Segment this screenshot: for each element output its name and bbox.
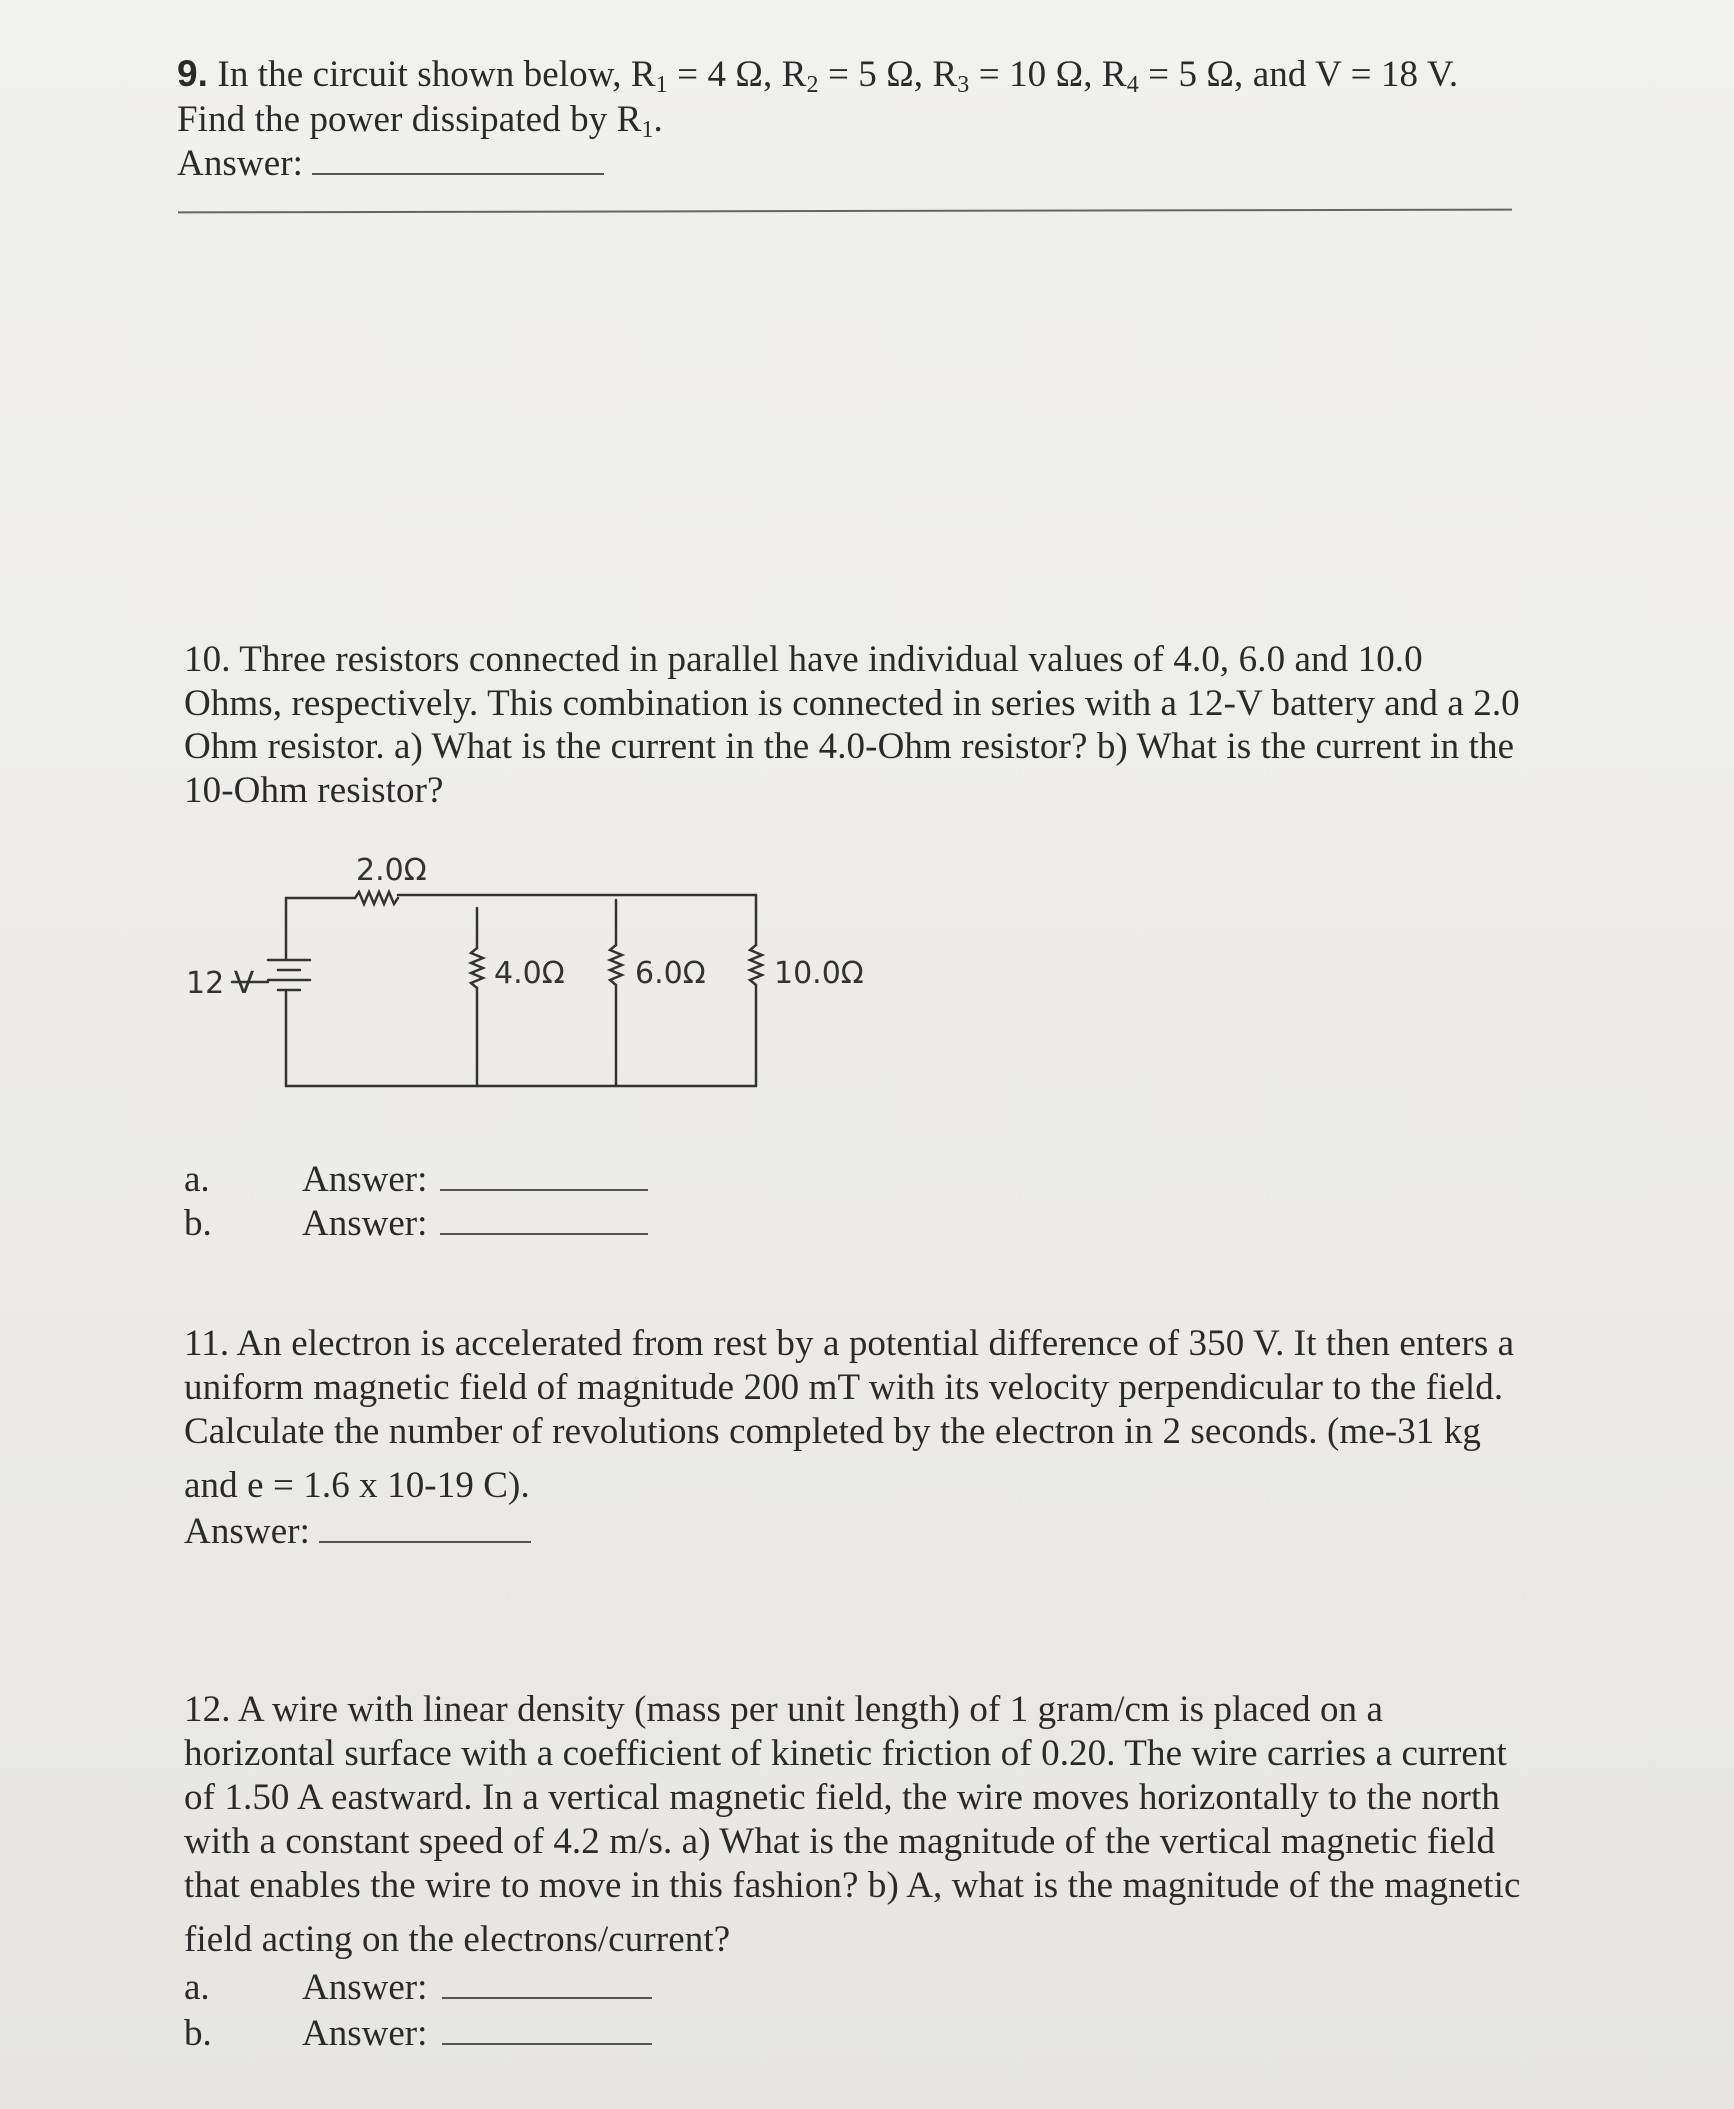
q9-divider [178, 209, 1512, 214]
q9-find-text: Find the power dissipated by R [177, 99, 642, 140]
q10-line-1: 10. Three resistors connected in parallel have individual values of 4.0, 6.0 and 10.0 [184, 639, 1423, 680]
q9-text-a: In the circuit shown below, R [217, 54, 656, 95]
q10-answer-a-blank[interactable] [440, 1159, 648, 1191]
q11-line-3: Calculate the number of revolutions completed by the electron in 2 seconds. (me-31 kg [184, 1411, 1481, 1452]
q9-sub-3: 3 [957, 72, 970, 98]
q10-circuit-diagram [150, 840, 910, 1100]
q11-answer-blank[interactable] [319, 1511, 531, 1543]
series-resistor-label: 2.0Ω [356, 853, 427, 888]
battery-label: 12 V [186, 966, 255, 1001]
q10-answer-b-letter: b. [184, 1203, 212, 1244]
q12-line-4: with a constant speed of 4.2 m/s. a) What is the magnitude of the vertical magnetic field [184, 1821, 1496, 1862]
resistor-6-label: 6.0Ω [635, 956, 706, 991]
q9-sub-1: 1 [655, 72, 668, 98]
q9-find-end: . [653, 99, 663, 140]
q12-line-2: horizontal surface with a coefficient of kinetic friction of 0.20. The wire carries a current [184, 1733, 1507, 1774]
q9-line-2 [177, 98, 663, 142]
q11-answer-label: Answer: [184, 1511, 311, 1552]
q9-text-e: = 5 Ω, and V = 18 V. [1138, 54, 1459, 95]
q9-sub-4: 4 [1126, 72, 1139, 98]
q9-answer-blank[interactable] [312, 143, 604, 175]
resistor-6-ohm [610, 945, 622, 985]
q10-line-4: 10-Ohm resistor? [184, 770, 444, 811]
resistor-10-ohm [750, 945, 762, 985]
q12-line-1: 12. A wire with linear density (mass per unit length) of 1 gram/cm is placed on a [184, 1689, 1384, 1730]
q9-text-b: = 4 Ω, R [667, 54, 807, 95]
resistor-10-label: 10.0Ω [774, 956, 864, 991]
q9-answer-row [177, 142, 604, 186]
q9-line-1 [177, 52, 1458, 97]
q9-text-d: = 10 Ω, R [969, 54, 1127, 95]
q9-text-c: = 5 Ω, R [818, 54, 958, 95]
q12-answer-b-letter: b. [184, 2013, 212, 2054]
q10-answer-a-row [184, 1158, 648, 1202]
q12-answer-a-letter: a. [184, 1967, 210, 2008]
q9-number: 9. [177, 53, 209, 94]
q12-answer-a-blank[interactable] [442, 1967, 652, 1999]
q10-line-3: Ohm resistor. a) What is the current in the 4.0-Ohm resistor? b) What is the current in the [184, 726, 1515, 767]
q11-answer-row [184, 1510, 531, 1554]
resistor-4-ohm [471, 948, 483, 988]
q11-line-2: uniform magnetic field of magnitude 200 mT with its velocity perpendicular to the field. [184, 1367, 1504, 1408]
q9-answer-label: Answer: [177, 143, 304, 184]
q12-line-6: field acting on the electrons/current? [184, 1919, 731, 1960]
q9-sub-2: 2 [806, 72, 819, 98]
q12-line-3: of 1.50 A eastward. In a vertical magnetic field, the wire moves horizontally to the north [184, 1777, 1500, 1818]
q12-answer-a-label: Answer: [302, 1967, 428, 2008]
q10-answer-b-row [184, 1202, 648, 1246]
q10-answer-a-letter: a. [184, 1159, 210, 1200]
q10-answer-a-label: Answer: [302, 1159, 428, 1200]
q12-answer-a-row [184, 1966, 652, 2010]
q11-line-4: and e = 1.6 x 10-19 C). [184, 1465, 530, 1506]
q12-answer-b-row [184, 2012, 652, 2056]
q10-line-2: Ohms, respectively. This combination is connected in series with a 12-V battery and a 2.0 [184, 683, 1520, 724]
q12-answer-b-label: Answer: [302, 2013, 428, 2054]
series-resistor [355, 892, 398, 904]
q10-answer-b-blank[interactable] [440, 1203, 648, 1235]
q10-answer-b-label: Answer: [302, 1203, 428, 1244]
q9-find-sub: 1 [641, 117, 654, 143]
q12-answer-b-blank[interactable] [442, 2013, 652, 2045]
resistor-4-label: 4.0Ω [494, 956, 565, 991]
q11-line-1: 11. An electron is accelerated from rest by a potential difference of 350 V. It then enters a [184, 1323, 1515, 1364]
q12-line-5: that enables the wire to move in this fashion? b) A, what is the magnitude of the magnetic [184, 1865, 1521, 1906]
